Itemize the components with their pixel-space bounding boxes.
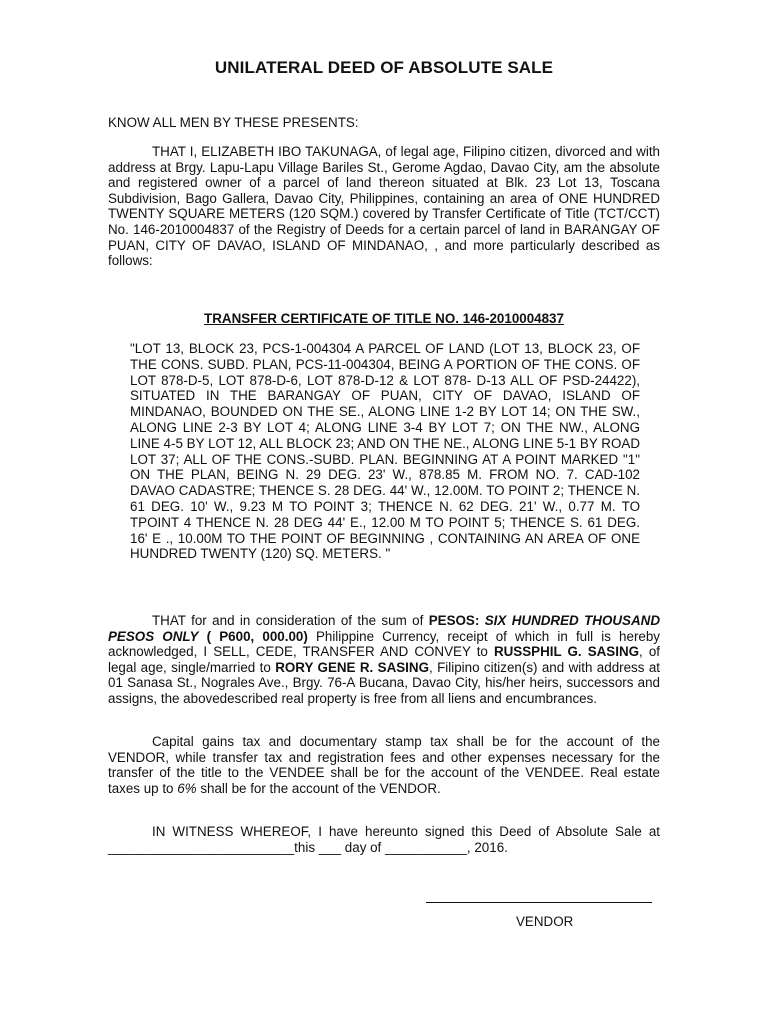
intro-line: KNOW ALL MEN BY THESE PRESENTS: bbox=[108, 115, 359, 130]
technical-description: "LOT 13, BLOCK 23, PCS-1-004304 A PARCEL OF LAND (LOT 13, BLOCK 23, OF THE CONS. SUBD. PLAN, PCS-11-004304, BEING A PORTION OF THE CONS. OF LOT 878-D-5, LOT 878-D-6, LOT 878-D-12 & LOT 878- D-13 ALL OF PSD-24422), SITUATED IN THE BARANGAY OF PUAN, CITY OF DAVAO, ISLAND OF MINDANAO, BOUNDED ON THE SE., ALONG LINE 1-2 BY LOT 14; ON THE SW., ALONG LINE 2-3 BY LOT 4; ALONG LINE 3-4 BY LOT 7; ON THE NW., ALONG LINE 4-5 BY LOT 12, ALL BLOCK 23; AND ON THE NE., ALONG LINE 5-1 BY ROAD LOT 37; ALL OF THE CONS.-SUBD. PLAN. BEGINNING AT A POINT MARKED "1" ON THE PLAN, BEING N. 29 DEG. 23' W., 878.85 M. FROM NO. 7. CAD-102 DAVAO CADASTRE; THENCE S. 28 DEG. 44' W., 12.00M. TO POINT 2; THENCE N. 61 DEG. 10' W., 9.23 M TO POINT 3; THENCE N. 62 DEG. 21' W., 0.77 M. TO TPOINT 4 THENCE N. 28 DEG 44' E., 12.00 M TO POINT 5; THENCE S. 61 DEG. 16' E ., 10.00M TO THE POINT OF BEGINNING , CONTAINING AN AREA OF ONE HUNDRED TWENTY (120) SQ. METERS. " bbox=[130, 341, 640, 562]
vendor-signature-line bbox=[426, 902, 652, 903]
amount-words: SIX HUNDRED THOUSAND PESOS ONLY bbox=[108, 613, 660, 644]
taxes-text-1: Capital gains tax and documentary stamp tax shall be for the account of the VENDOR, while transfer tax and registration fees and other expenses necessary for the transfer of the title to the VENDEE shall be for the account of the VENDEE. Real estate taxes up to bbox=[108, 734, 660, 796]
taxes-text-2: shall be for the account of the VENDOR. bbox=[196, 780, 441, 796]
consideration-paragraph bbox=[108, 613, 660, 707]
buyer-name-2: RORY GENE R. SASING bbox=[275, 659, 429, 675]
vendor-label: VENDOR bbox=[516, 914, 574, 929]
consideration-text-3: , of legal age, single/married to bbox=[108, 644, 660, 675]
consideration-text-1: THAT for and in consideration of the sum of bbox=[152, 613, 429, 628]
buyer-name-1: RUSSPHIL G. SASING bbox=[493, 644, 640, 660]
owner-paragraph: THAT I, ELIZABETH IBO TAKUNAGA, of legal age, Filipino citizen, divorced and with address at Brgy. Lapu-Lapu Village Bariles St., Gerome Agdao, Davao City, am the absolute and registered owner of a parcel of land thereon situated at Blk. 23 Lot 13, Toscana Subdivision, Bago Gallera, Davao City, Philippines, containing an area of ONE HUNDRED TWENTY SQUARE METERS (120 SQM.) covered by Transfer Certificate of Title (TCT/CCT) No. 146-2010004837 of the Registry of Deeds for a certain parcel of land in BARANGAY OF PUAN, CITY OF DAVAO, ISLAND OF MINDANAO, , and more particularly described as follows: bbox=[108, 144, 660, 269]
tct-heading: TRANSFER CERTIFICATE OF TITLE NO. 146-2010004837 bbox=[204, 311, 564, 326]
taxes-paragraph bbox=[108, 734, 660, 796]
amount-number: ( P600, 000.00) bbox=[198, 628, 308, 644]
consideration-text-4: , Filipino citizen(s) and with address at 01 Sanasa St., Nograles Ave., Brgy. 76-A Bucana, Davao City, his/her heirs, successors and assigns, the abovedescribed real property is free from all liens and encumbrances. bbox=[108, 659, 660, 706]
tax-percent: 6% bbox=[177, 780, 197, 796]
witness-paragraph: IN WITNESS WHEREOF, I have hereunto signed this Deed of Absolute Sale at _________________________this ___ day of ___________, 2016. bbox=[108, 824, 660, 855]
amount-label: PESOS: bbox=[428, 613, 480, 628]
document-title: UNILATERAL DEED OF ABSOLUTE SALE bbox=[214, 58, 554, 77]
consideration-text-2: Philippine Currency, receipt of which in full is hereby acknowledged, I SELL, CEDE, TRANSFER AND CONVEY to bbox=[108, 628, 660, 660]
